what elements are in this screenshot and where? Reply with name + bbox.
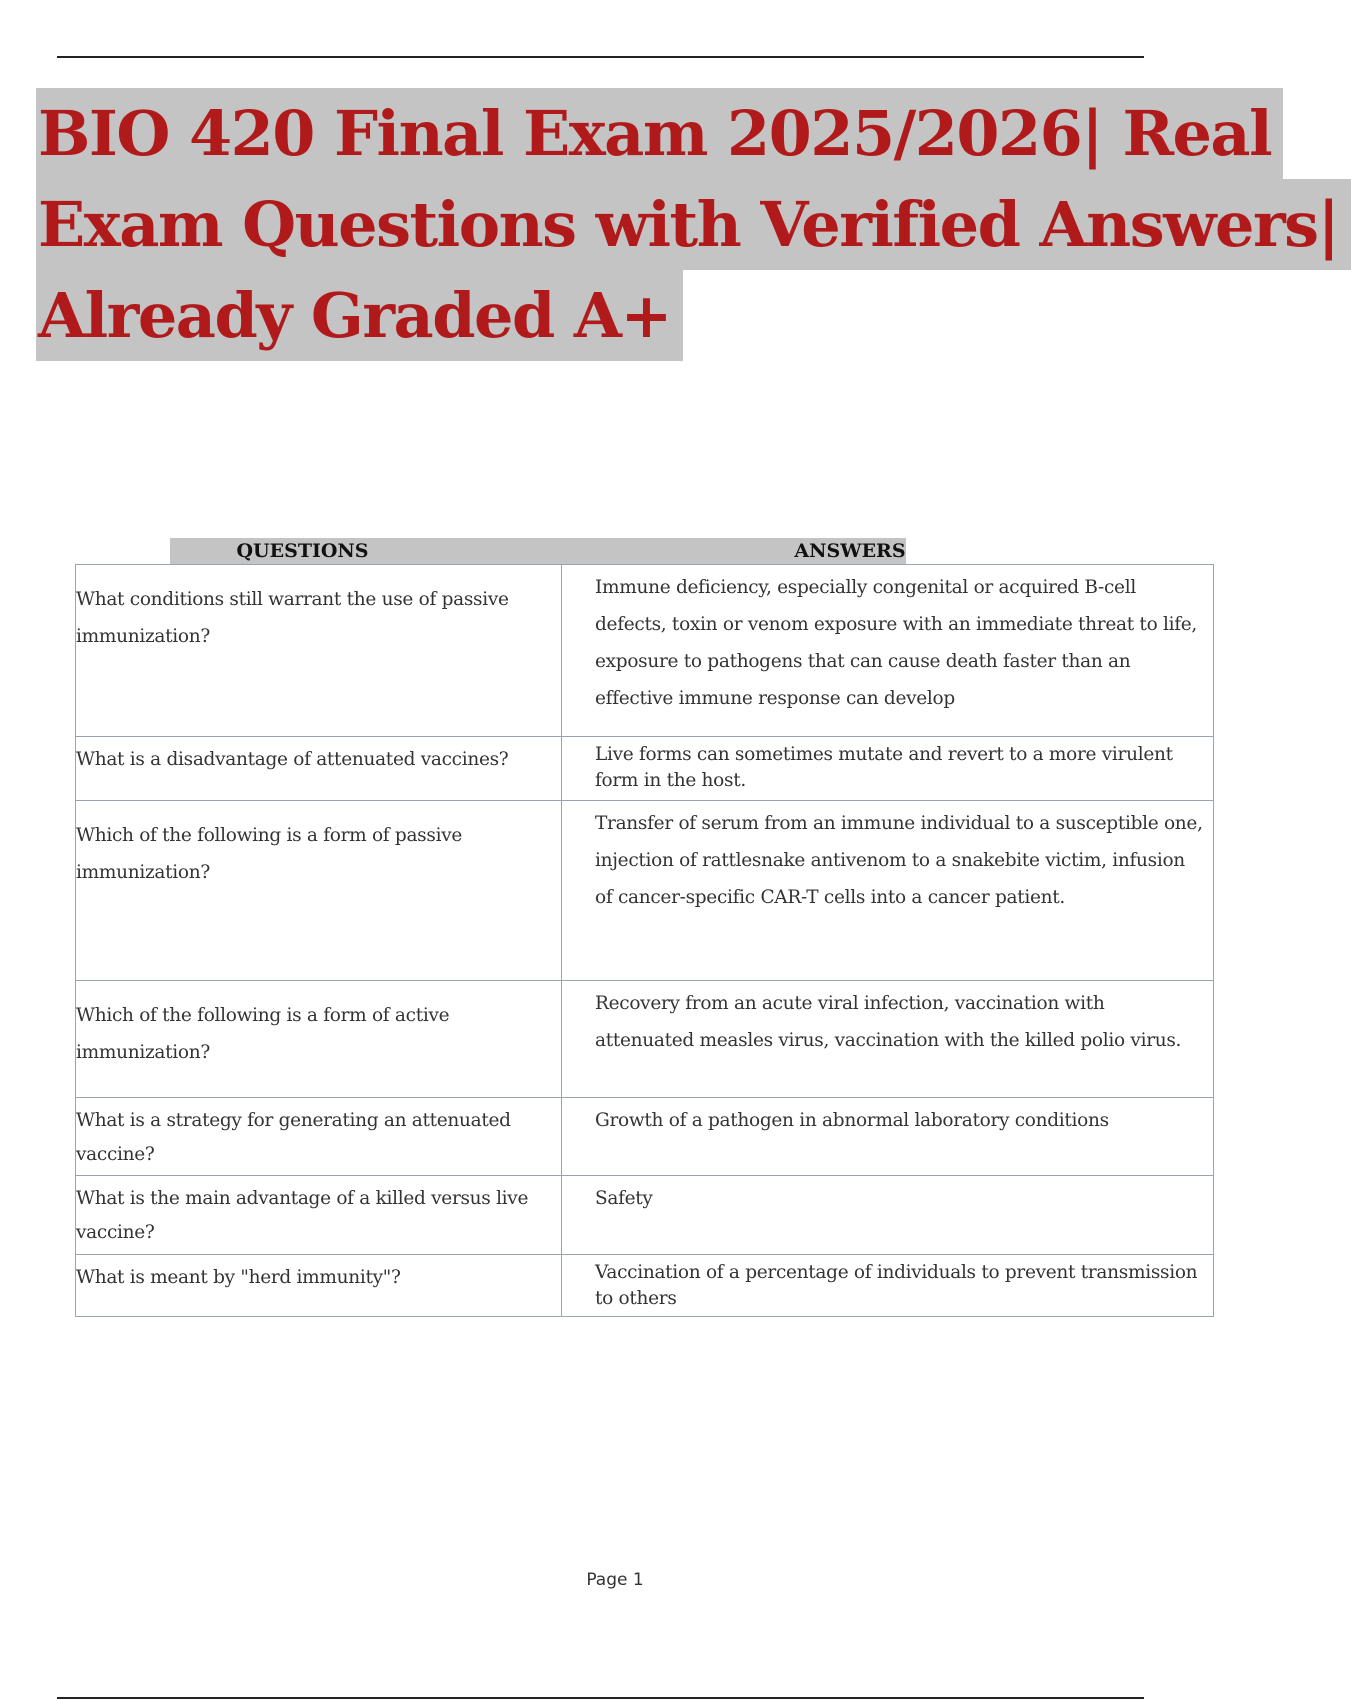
page-number: Page 1 (586, 1570, 644, 1590)
question-cell: What conditions still warrant the use of passive immunization? (76, 565, 562, 737)
answer-cell: Immune deficiency, especially congenital or acquired B-cell defects, toxin or venom exposure with an immediate threat to life, exposure to pathogens that can cause death faster than an effective immune response can develop (562, 565, 1214, 737)
table-row (76, 737, 1214, 801)
answer-cell: Growth of a pathogen in abnormal laboratory conditions (562, 1098, 1214, 1176)
qa-table (75, 564, 1214, 1317)
questions-header: QUESTIONS (236, 540, 369, 562)
top-rule (57, 56, 1144, 58)
table-row (76, 1255, 1214, 1317)
answer-cell: Transfer of serum from an immune individual to a susceptible one, injection of rattlesnake antivenom to a snakebite victim, infusion of cancer-specific CAR-T cells into a cancer patient. (562, 801, 1214, 981)
title-line: Exam Questions with Verified Answers| (36, 179, 1351, 270)
question-cell: Which of the following is a form of active immunization? (76, 981, 562, 1098)
question-cell: What is the main advantage of a killed versus live vaccine? (76, 1176, 562, 1255)
answer-cell: Safety (562, 1176, 1214, 1255)
answer-cell: Live forms can sometimes mutate and revert to a more virulent form in the host. (562, 737, 1214, 801)
answer-cell: Vaccination of a percentage of individuals to prevent transmission to others (562, 1255, 1214, 1317)
answer-cell: Recovery from an acute viral infection, vaccination with attenuated measles virus, vaccination with the killed polio virus. (562, 981, 1214, 1098)
document-title (36, 88, 1339, 361)
table-row (76, 565, 1214, 737)
table-row (76, 801, 1214, 981)
table-row (76, 1176, 1214, 1255)
table-row (76, 1098, 1214, 1176)
bottom-rule (57, 1697, 1144, 1699)
title-line: Already Graded A+ (36, 270, 683, 361)
title-line: BIO 420 Final Exam 2025/2026| Real (36, 88, 1283, 179)
question-cell: Which of the following is a form of passive immunization? (76, 801, 562, 981)
question-cell: What is a strategy for generating an attenuated vaccine? (76, 1098, 562, 1176)
question-cell: What is meant by "herd immunity"? (76, 1255, 562, 1317)
table-row (76, 981, 1214, 1098)
question-cell: What is a disadvantage of attenuated vaccines? (76, 737, 562, 801)
answers-header: ANSWERS (794, 540, 906, 562)
